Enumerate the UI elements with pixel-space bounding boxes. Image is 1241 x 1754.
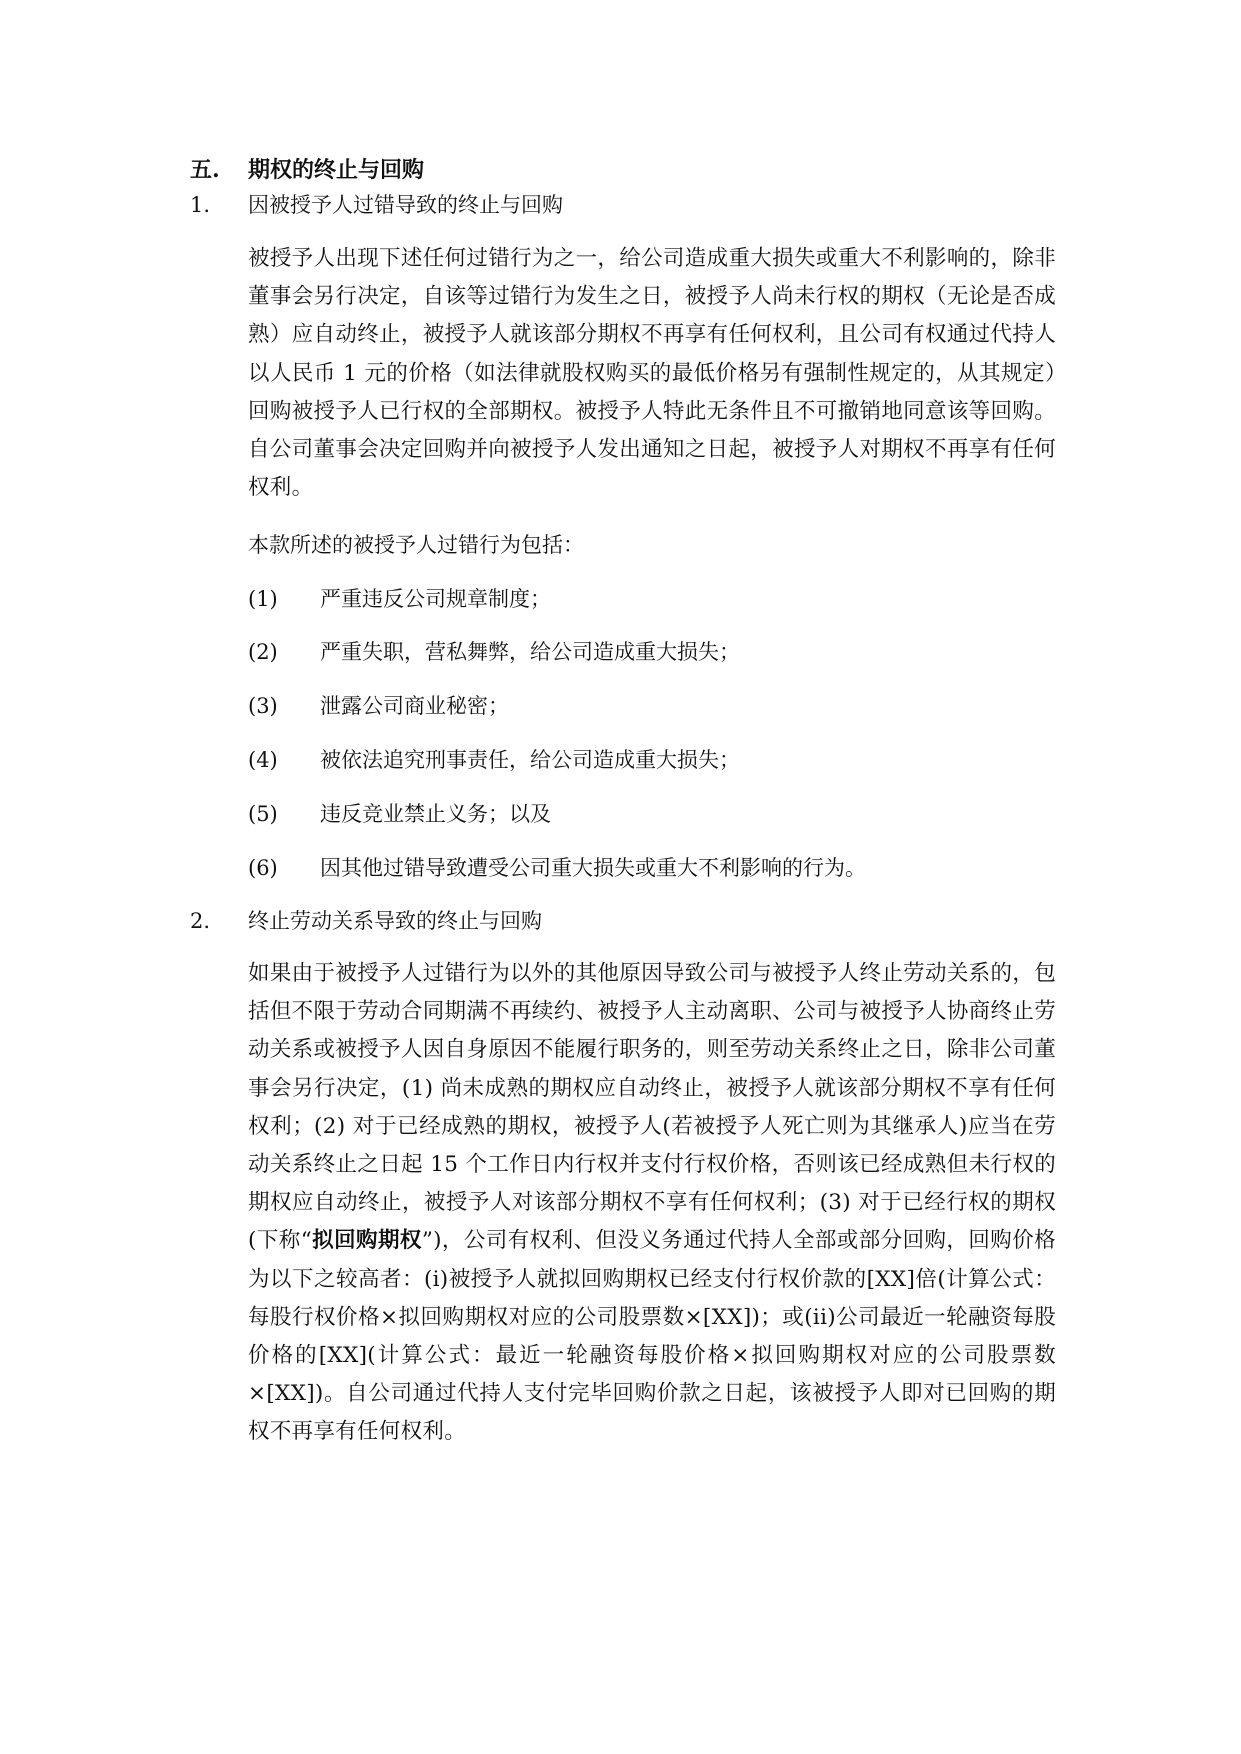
clause-2-text-part-1: 如果由于被授予人过错行为以外的其他原因导致公司与被授予人终止劳动关系的，包括但不限于劳动合同期满不再续约、被授予人主动离职、公司与被授予人协商终止劳动关系或被授予人因自身原因不能履行职务的，则至劳动关系终止之日，除非公司董事会另行决定，(1) 尚未成熟的期权应自动终止，被授予人就该部分期权不享有任何权利；(2) 对于已经成熟的期权，被授予人(若被授予人死亡则为其继承人)应当在劳动关系终止之日起 15 个工作日内行权并支付行权价格，否则该已经成熟但未行权的期权应自动终止，被授予人对该部分期权不享有任何权利；(3) 对于已经行权的期权(下称“	[248, 961, 1056, 1254]
defined-term: 拟回购期权	[312, 1228, 422, 1254]
list-item-number: (4)	[248, 748, 278, 772]
list-item-text: 严重违反公司规章制度；	[320, 587, 551, 611]
list-item-text: 严重失职，营私舞弊，给公司造成重大损失；	[320, 640, 740, 664]
clause-1-heading	[190, 187, 563, 223]
list-item-number: (2)	[248, 640, 278, 664]
clause-1-number: 1.	[190, 193, 211, 217]
list-item	[248, 688, 509, 724]
clause-2-paragraph	[248, 955, 1056, 1452]
section-number: 五.	[190, 157, 220, 183]
clause-2-title: 终止劳动关系导致的终止与回购	[248, 909, 542, 933]
list-item-text: 因其他过错导致遭受公司重大损失或重大不利影响的行为。	[320, 856, 866, 880]
list-item-text: 违反竞业禁止义务；以及	[320, 802, 551, 826]
clause-1-title: 因被授予人过错导致的终止与回购	[248, 193, 563, 217]
list-item	[248, 850, 866, 886]
section-heading	[190, 152, 424, 188]
clause-2-heading	[190, 903, 542, 939]
list-item-number: (1)	[248, 587, 278, 611]
list-item-number: (3)	[248, 694, 278, 718]
list-item-text: 被依法追究刑事责任，给公司造成重大损失；	[320, 748, 740, 772]
clause-2-number: 2.	[190, 909, 211, 933]
list-item	[248, 634, 740, 670]
list-item-text: 泄露公司商业秘密；	[320, 694, 509, 718]
list-item	[248, 581, 551, 617]
list-item	[248, 796, 551, 832]
list-item-number: (6)	[248, 856, 278, 880]
clause-2-text-part-2: ”)，公司有权利、但没义务通过代持人全部或部分回购，回购价格为以下之较高者：(i)被授予人就拟回购期权已经支付行权价款的[XX]倍(计算公式：每股行权价格×拟回购期权对应的公司股票数×[XX])；或(ii)公司最近一轮融资每股价格的[XX](计算公式：最近一轮融资每股价格×拟回购期权对应的公司股票数×[XX])。自公司通过代持人支付完毕回购价款之日起，该被授予人即对已回购的期权不再享有任何权利。	[248, 1228, 1056, 1445]
clause-1-paragraph: 被授予人出现下述任何过错行为之一，给公司造成重大损失或重大不利影响的，除非董事会另行决定，自该等过错行为发生之日，被授予人尚未行权的期权（无论是否成熟）应自动终止，被授予人就该部分期权不再享有任何权利，且公司有权通过代持人以人民币 1 元的价格（如法律就股权购买的最低价格另有强制性规定的，从其规定）回购被授予人已行权的全部期权。被授予人特此无条件且不可撤销地同意该等回购。自公司董事会决定回购并向被授予人发出通知之日起，被授予人对期权不再享有任何权利。	[248, 246, 1056, 501]
list-item	[248, 742, 740, 778]
list-item-number: (5)	[248, 802, 278, 826]
clause-1-list-intro: 本款所述的被授予人过错行为包括：	[248, 533, 584, 557]
section-title: 期权的终止与回购	[248, 157, 425, 183]
